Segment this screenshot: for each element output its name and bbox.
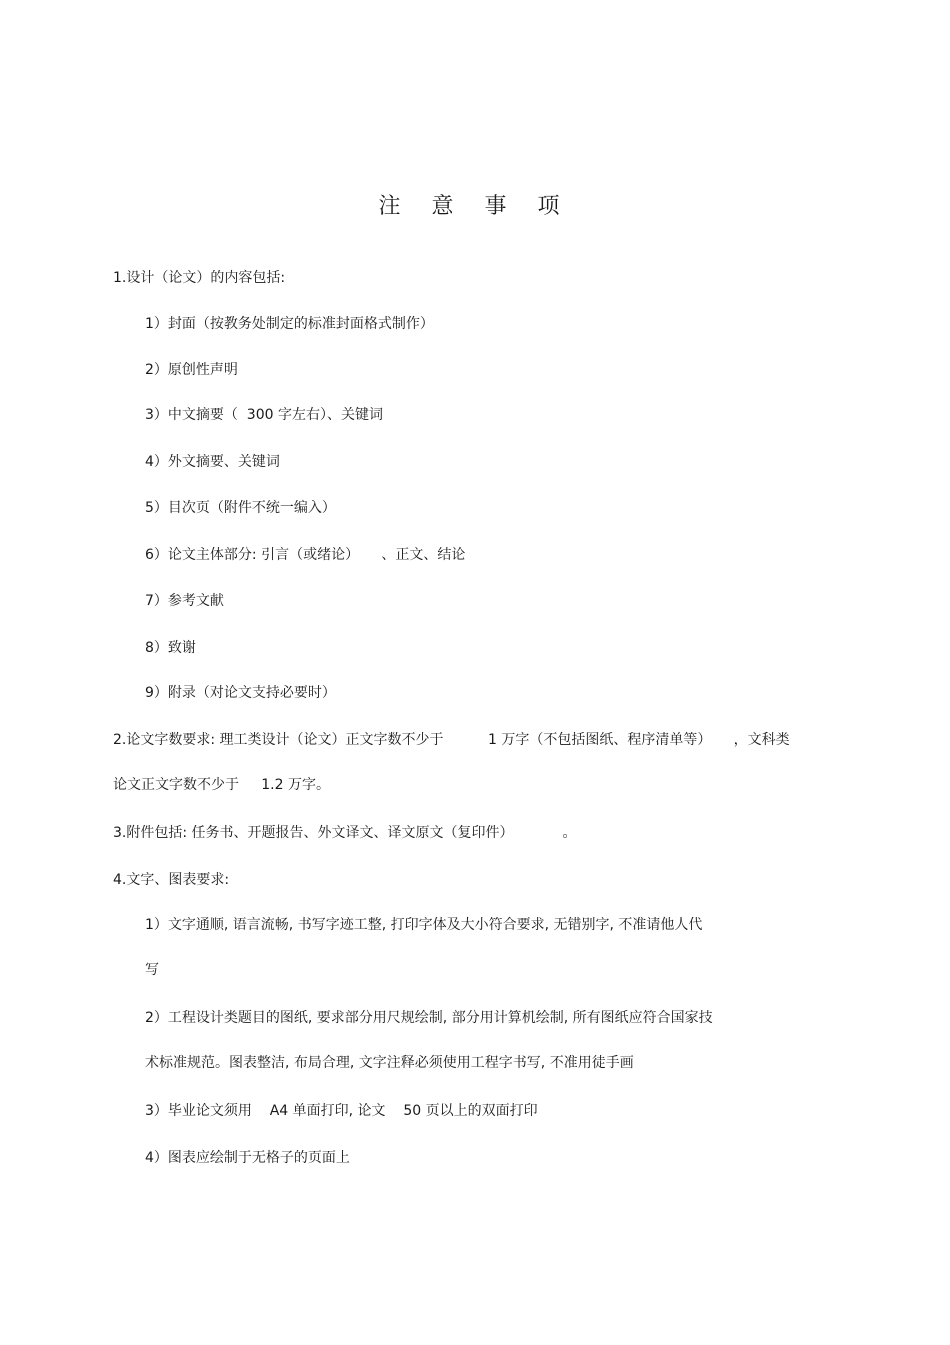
- section-1-heading: 1.设计（论文）的内容包括:: [113, 270, 286, 286]
- list-item: 4）外文摘要、关键词: [145, 454, 280, 470]
- list-item: 6）论文主体部分: 引言（或绪论） 、正文、结论: [145, 547, 466, 563]
- list-item: 3）中文摘要（ 300 字左右）、关键词: [145, 407, 383, 423]
- list-item: 4）图表应绘制于无格子的页面上: [145, 1150, 350, 1166]
- list-item: 3）毕业论文须用 A4 单面打印, 论文 50 页以上的双面打印: [145, 1103, 538, 1119]
- list-item: 1）文字通顺, 语言流畅, 书写字迹工整, 打印字体及大小符合要求, 无错别字, 不准请他人代: [145, 917, 703, 933]
- list-item: 2）工程设计类题目的图纸, 要求部分用尺规绘制, 部分用计算机绘制, 所有图纸应符合国家技: [145, 1010, 713, 1026]
- list-item: 5）目次页（附件不统一编入）: [145, 500, 336, 516]
- list-item-continued: 术标准规范。图表整洁, 布局合理, 文字注释必须使用工程字书写, 不准用徒手画: [145, 1055, 634, 1071]
- list-item-continued: 写: [145, 962, 159, 978]
- section-2-text-continued: 论文正文字数不少于 1.2 万字。: [113, 777, 330, 793]
- list-item: 2）原创性声明: [145, 362, 238, 378]
- section-3-text: 3.附件包括: 任务书、开题报告、外文译文、译文原文（复印件） 。: [113, 825, 577, 841]
- list-item: 1）封面（按教务处制定的标准封面格式制作）: [145, 316, 434, 332]
- section-2-text: 2.论文字数要求: 理工类设计（论文）正文字数不少于 1 万字（不包括图纸、程序清单等） ，文科类: [113, 732, 790, 748]
- section-4-heading: 4.文字、图表要求:: [113, 872, 230, 888]
- list-item: 7）参考文献: [145, 593, 224, 609]
- list-item: 9）附录（对论文支持必要时）: [145, 685, 336, 701]
- page-title: 注 意 事 项: [378, 194, 572, 219]
- list-item: 8）致谢: [145, 640, 196, 656]
